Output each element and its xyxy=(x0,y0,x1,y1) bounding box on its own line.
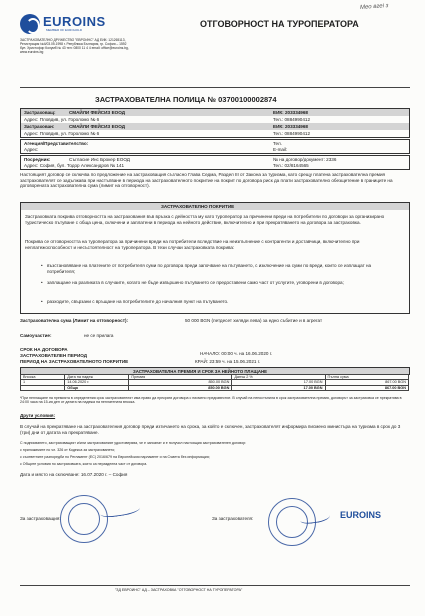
company-details: ЗАСТРАХОВАТЕЛНО ДРУЖЕСТВО "ЕВРОИНС" АД ЕИК: 121265113, Регистрация №4/03.05.1998 г. Република България, гр. София – 1592 бул. Христофор Колумб № 43 тел: 0800 11 4 4 email: office@euroins.bg, www.euroins.bg xyxy=(20,38,129,54)
insurer-label: Застраховащ: xyxy=(24,110,56,115)
table-row xyxy=(21,385,409,391)
payment-note: *При неплащане на премията в определения срок застрахователят има право да прекрати договора с писмено предизвестие. В случай на непостъпила в срок застрахователна премия, договорът за застраховка се прекратява в 24:00 часа на 15-ия ден от датата на падежа на неплатената вноска. xyxy=(20,396,402,405)
deductible-label: Самоучастие: xyxy=(20,333,52,338)
table-header: Дата на падеж xyxy=(65,374,129,380)
footer-text: "ЗД ЕВРОИНС" АД – ЗАСТРАХОВКА "ОТГОВОРНОСТ НА ТУРОПЕРАТОРА" xyxy=(115,588,243,592)
other-conditions-label: Други условия: xyxy=(20,413,56,418)
insured-eik: ЕИК: 203334968 xyxy=(273,124,308,129)
insurer-address: Адрес: Пловдив, ул. Гороломо № 6 xyxy=(24,117,100,122)
coverage-box xyxy=(20,202,410,314)
brand-subtitle: MEMBER OF EUROHOLD xyxy=(46,28,83,32)
table-header: Данък 2 % xyxy=(232,374,325,380)
table-cell: 850.00 BGN xyxy=(129,385,232,391)
issue-date-place: Дата и място на сключване: 16.07.2020 г. – София xyxy=(20,472,128,477)
table-cell: 867.00 BGN xyxy=(325,385,409,391)
coverage-heading: ЗАСТРАХОВАТЕЛНО ПОКРИТИЕ xyxy=(161,204,235,209)
table-cell: 1 xyxy=(21,380,65,386)
agency-box xyxy=(20,139,410,154)
agency-label: Агенция/Представителство: xyxy=(24,141,89,146)
table-cell: 17.00 BGN xyxy=(232,380,325,386)
euroins-logo-icon xyxy=(20,14,40,34)
client-signature-icon xyxy=(99,502,140,518)
annex-item: с съответните разпоредби по Регламент (ЕС) 2016/679 на Европейския парламент и на Съвета без информация; xyxy=(20,455,210,459)
annex-intro: С подписването, застраховащият и/или застрахованият удостоверява, че е запознат и е получил настоящия застрахователен договор: xyxy=(20,441,247,445)
insurer-box xyxy=(20,108,410,138)
annex-item: с приложимите по чл. 326 от Кодекса за застраховането; xyxy=(20,448,116,452)
insured-label: Застрахован: xyxy=(24,124,55,129)
coverage-item: • разходите, свързани с връщане на потребителите до началния пункт на пътуването. xyxy=(47,299,397,305)
annex-item: с Общите условия по застраховката, които са неразделна част от договора. xyxy=(20,462,148,466)
coverage-period-label: ПЕРИОД НА ЗАСТРАХОВАТЕЛНОТО ПОКРИТИЕ xyxy=(20,359,129,364)
broker-phone: Тел.: 02/8164565 xyxy=(273,163,309,168)
table-header: Вноска xyxy=(21,374,65,380)
company-sign-label: За застрахователя: xyxy=(212,516,254,521)
coverage-item: • възстановяване на платените от потребителя суми по договора преди започване на пътуването, с изключение на суми по вреди, които се изплащат на потребителя; xyxy=(47,263,397,274)
period-end: КРАЙ: 23:59 ч. на 15.06.2021 г. xyxy=(195,359,261,364)
coverage-paragraph-2: Покрива се отговорността на туроператора за причинени вреди на потребители вследствие на неизпълнение с контрагенти и доставчици, включително при неплатежоспособност и несъстоятелност на туроператора. В тези случаи застраховката покрива: xyxy=(25,239,360,250)
sum-label: Застрахователна сума (Лимит на отговорност): xyxy=(20,318,128,323)
sum-value: 50 000 BGN (петдесет хиляди лева) за едно събитие и в агрегат xyxy=(185,318,323,323)
premium-table-title: ЗАСТРАХОВАТЕЛНА ПРЕМИЯ И СРОК ЗА НЕЙНОТО ПЛАЩАНЕ xyxy=(133,368,268,374)
handwritten-note: Мео вгеі з xyxy=(359,3,389,11)
table-header: Пълна сума xyxy=(325,374,409,380)
header-divider xyxy=(20,87,410,88)
document-title: ОТГОВОРНОСТ НА ТУРОПЕРАТОРА xyxy=(200,19,359,29)
euroins-stamp-text: EUROINS xyxy=(340,510,382,520)
intro-paragraph: Настоящият договор се сключва по предложение на застраховащия съгласно Глава Седма, Раздел III от Закона за туризма, като срещу платена застрахователна премия застрахователят се задължава при настъпване в периода на застрахователното покритие на покрит по договора риск да плати застрахователно обезщетение в границите на договорената застрахователна сума (лимит на отговорност). xyxy=(20,172,393,189)
brand-name: EUROINS xyxy=(43,14,106,29)
table-cell xyxy=(21,385,65,391)
table-header: Премия xyxy=(129,374,232,380)
broker-label: Посредник: xyxy=(24,157,51,162)
broker-document: № на договор/документ: 2336 xyxy=(273,157,337,162)
table-cell: Общо xyxy=(65,385,129,391)
contract-term-label: СРОК НА ДОГОВОРА xyxy=(20,347,68,352)
insurer-phone: Тел.: 0884990412 xyxy=(273,117,311,122)
policy-title: ЗАСТРАХОВАТЕЛНА ПОЛИЦА № 03700100002874 xyxy=(95,95,277,104)
agency-email: E-mail: xyxy=(273,147,288,152)
table-cell: 17.00 BGN xyxy=(232,385,325,391)
broker-name: Съгласие Инс Брокер ЕООД xyxy=(69,157,130,162)
insurer-name: СМАЙЛИ ФЕЙСИЗ ЕООД xyxy=(69,110,125,115)
premium-table xyxy=(20,374,409,392)
footer-divider xyxy=(20,585,410,586)
insurance-period-label: ЗАСТРАХОВАТЕЛЕН ПЕРИОД xyxy=(20,353,88,358)
client-stamp-icon xyxy=(60,495,108,543)
deductible-value: не се прилага xyxy=(84,333,114,338)
agency-phone: Тел. xyxy=(273,141,282,146)
table-cell: 867.00 BGN xyxy=(325,380,409,386)
coverage-item: • заплащане на разликата в случаите, когато не бъде извършено пътуването се предоставени само част от услугите, уговорени в договора; xyxy=(47,280,397,286)
insured-address: Адрес: Пловдив, ул. Гороломо № 6 xyxy=(24,131,100,136)
insured-phone: Тел.: 0884990412 xyxy=(273,131,311,136)
table-cell: 14.06.2020 г. xyxy=(65,380,129,386)
table-cell: 850.00 BGN xyxy=(129,380,232,386)
period-start: НАЧАЛО: 00:00 ч. на 16.06.2020 г. xyxy=(200,351,273,356)
insurer-sign-label: За застраховащия: xyxy=(20,516,61,521)
insurer-eik: ЕИК: 203334968 xyxy=(273,110,308,115)
other-conditions-text: В случай на прекратяване на застрахователния договор преди изтичането на срока, за който е сключен, застрахователят информира писмено министъра на туризма в срок до 3 (три) дни от датата на прекратяване. xyxy=(20,424,401,435)
coverage-paragraph-1: Застраховката покрива отговорността на застрахования във връзка с дейността му като туроператор за причинени вреди на потребители по договори за организирано туристическо пътуване с обща цена, сключени и заплатени в периода на нейното действие, включително и при прекратяването на договора за застраховка. xyxy=(25,214,385,225)
broker-address: Адрес: София, бул. Тодор Александров № 141 xyxy=(24,163,125,168)
agency-address: Адрес: xyxy=(24,147,39,152)
broker-box xyxy=(20,155,410,170)
insured-name: СМАЙЛИ ФЕЙСИЗ ЕООД xyxy=(69,124,125,129)
